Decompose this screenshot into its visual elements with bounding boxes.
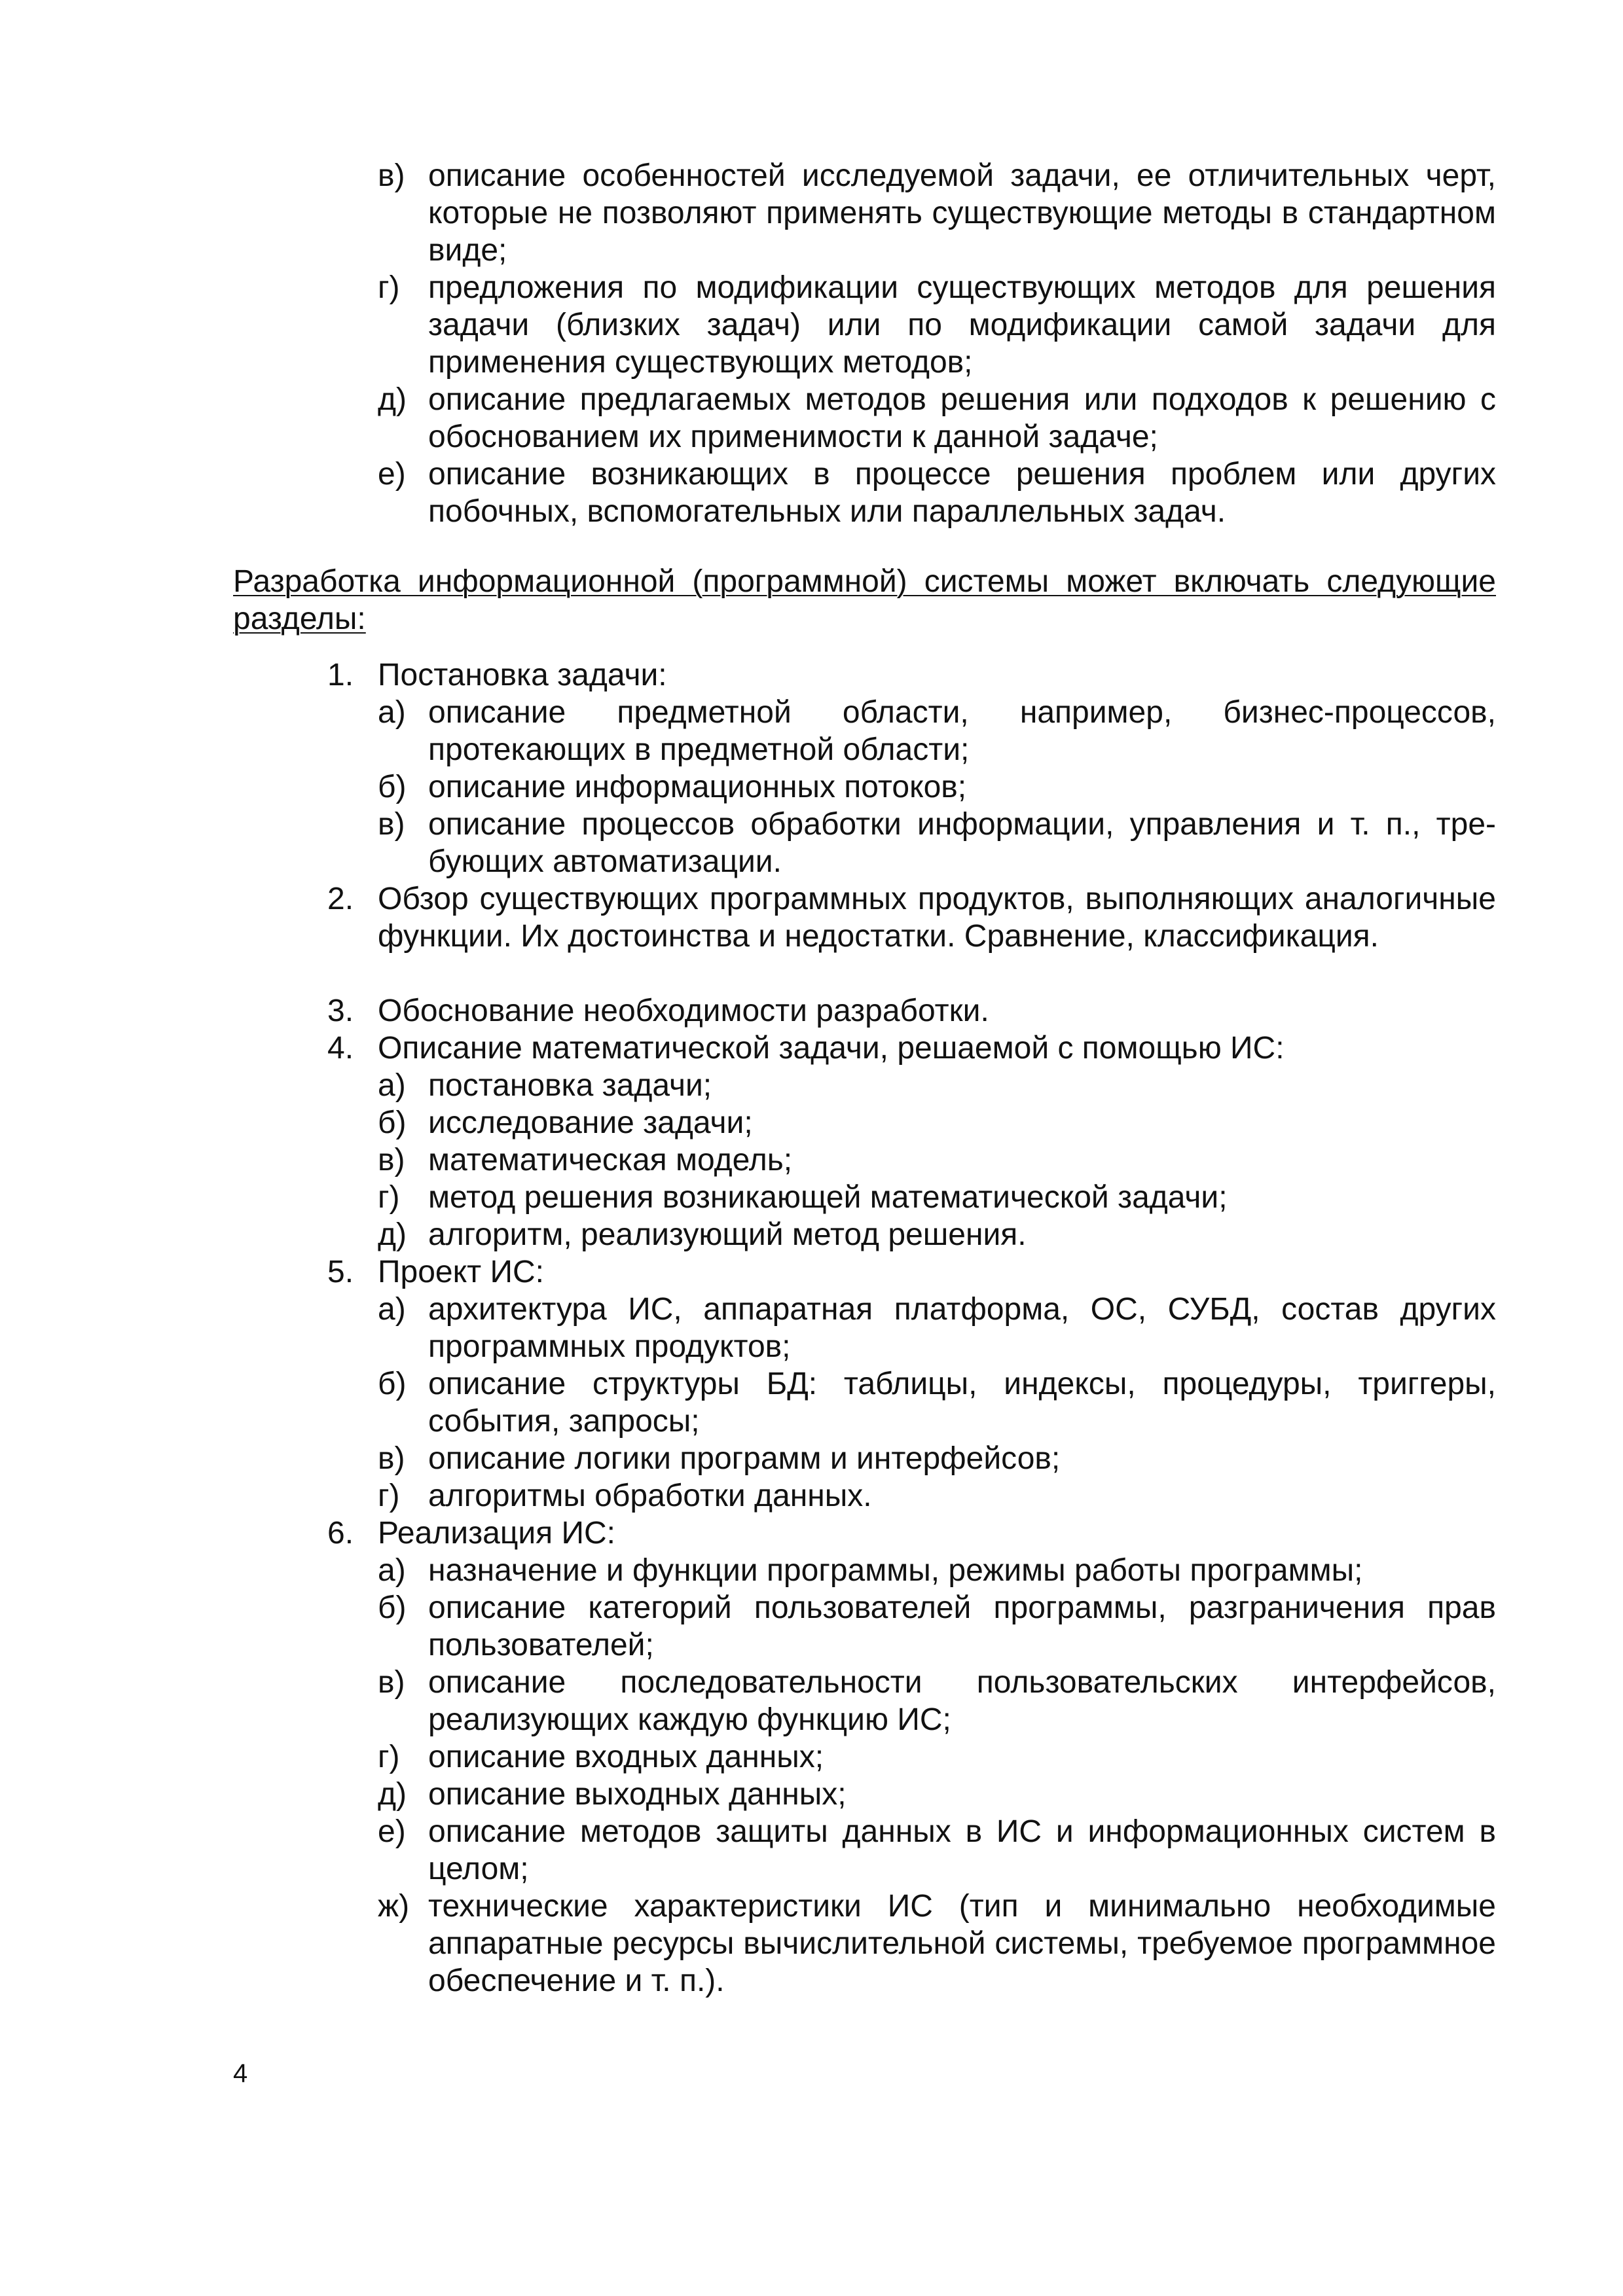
item-label: г)	[378, 1479, 400, 1513]
item-text: описание особенностей исследуемой задачи, ее отличительных черт, которые не позволяют применять существующие методы в стандартном виде;	[428, 158, 1496, 268]
item-text: назначение и функции программы, режимы работы программы;	[428, 1553, 1363, 1588]
section-item	[378, 1888, 1496, 2000]
section-heading: Разработка информационной (программной) системы может включать следующие разделы:	[233, 564, 1496, 636]
section-number: 1.	[327, 658, 354, 692]
section-title-text: Описание математической задачи, решаемой с помощью ИС:	[378, 1031, 1285, 1066]
item-text: описание процессов обработки информации, управления и т. п., тре-бующих автоматизации.	[428, 807, 1496, 879]
section-item	[378, 1365, 1496, 1440]
item-label: б)	[378, 770, 407, 804]
item-text: технические характеристики ИС (тип и минимально необходимые аппаратные ресурсы вычислительной системы, требуемое программное обеспечение и т. п.).	[428, 1889, 1496, 1998]
intro-item	[378, 381, 1496, 456]
section-item	[378, 768, 1496, 806]
section-item	[378, 1813, 1496, 1888]
section-item	[378, 1738, 1496, 1776]
item-label: в)	[378, 158, 405, 193]
section-item	[378, 1067, 1496, 1104]
item-label: в)	[378, 807, 405, 842]
section-item	[378, 806, 1496, 880]
section-title-text: Обоснование необходимости разработки.	[378, 994, 989, 1028]
item-label: д)	[378, 382, 407, 417]
section-title	[327, 1030, 1496, 1067]
item-text: описание выходных данных;	[428, 1777, 847, 1812]
item-text: исследование задачи;	[428, 1105, 753, 1140]
item-label: б)	[378, 1105, 407, 1140]
item-label: е)	[378, 1814, 406, 1849]
intro-item	[378, 269, 1496, 381]
item-label: а)	[378, 695, 406, 730]
section-item	[378, 1291, 1496, 1365]
page-number: 4	[233, 2059, 248, 2088]
item-label: в)	[378, 1441, 405, 1476]
item-text: постановка задачи;	[428, 1068, 712, 1103]
section-title	[327, 992, 1496, 1030]
item-text: архитектура ИС, аппаратная платформа, ОС, СУБД, состав других программных продуктов;	[428, 1292, 1496, 1364]
item-text: метод решения возникающей математической задачи;	[428, 1180, 1228, 1215]
section-number: 3.	[327, 994, 354, 1028]
section-title-text: Обзор существующих программных продуктов, выполняющих аналогичные функции. Их достоинства и недостатки. Сравнение, классификация.	[378, 882, 1496, 954]
item-text: описание входных данных;	[428, 1740, 824, 1774]
item-label: а)	[378, 1553, 406, 1588]
section-number: 5.	[327, 1255, 354, 1289]
section-number: 6.	[327, 1516, 354, 1551]
section-item	[378, 1104, 1496, 1141]
item-text: описание возникающих в процессе решения проблем или других побочных, вспомогательных или параллельных задач.	[428, 457, 1496, 529]
section-item	[378, 1179, 1496, 1216]
section-number: 4.	[327, 1031, 354, 1066]
section-item	[378, 1552, 1496, 1589]
item-label: г)	[378, 1180, 400, 1215]
item-label: в)	[378, 1143, 405, 1177]
section-item	[378, 1216, 1496, 1253]
item-label: а)	[378, 1068, 406, 1103]
section-title	[327, 880, 1496, 955]
item-text: алгоритм, реализующий метод решения.	[428, 1217, 1027, 1252]
section-item	[378, 694, 1496, 768]
intro-item	[378, 456, 1496, 530]
item-text: описание категорий пользователей программы, разграничения прав пользователей;	[428, 1590, 1496, 1662]
item-label: е)	[378, 457, 406, 492]
item-label: д)	[378, 1777, 407, 1812]
intro-item	[378, 157, 1496, 269]
item-text: описание методов защиты данных в ИС и информационных систем в целом;	[428, 1814, 1496, 1886]
section-title	[327, 1515, 1496, 1552]
item-text: описание структуры БД: таблицы, индексы, процедуры, триггеры, события, запросы;	[428, 1367, 1496, 1439]
section-item	[378, 1141, 1496, 1179]
section-title	[327, 1253, 1496, 1291]
item-label: б)	[378, 1367, 407, 1401]
item-label: а)	[378, 1292, 406, 1327]
section-item	[378, 1477, 1496, 1515]
section-title-text: Реализация ИС:	[378, 1516, 615, 1551]
item-text: алгоритмы обработки данных.	[428, 1479, 872, 1513]
item-text: предложения по модификации существующих методов для решения задачи (близких задач) или по модификации самой задачи для применения существующих методов;	[428, 270, 1496, 380]
item-label: д)	[378, 1217, 407, 1252]
item-text: описание информационных потоков;	[428, 770, 967, 804]
section-item	[378, 1440, 1496, 1477]
item-label: б)	[378, 1590, 407, 1625]
section-item	[378, 1589, 1496, 1664]
section-title-text: Постановка задачи:	[378, 658, 667, 692]
item-text: описание предметной области, например, бизнес-процессов, протекающих в предметной области;	[428, 695, 1496, 767]
item-label: в)	[378, 1665, 405, 1700]
section-item	[378, 1776, 1496, 1813]
item-label: ж)	[378, 1889, 410, 1924]
item-text: описание последовательности пользовательских интерфейсов, реализующих каждую функцию ИС;	[428, 1665, 1496, 1737]
item-text: описание логики программ и интерфейсов;	[428, 1441, 1061, 1476]
item-label: г)	[378, 270, 400, 305]
section-title	[327, 656, 1496, 694]
item-text: математическая модель;	[428, 1143, 793, 1177]
item-label: г)	[378, 1740, 400, 1774]
section-item	[378, 1664, 1496, 1738]
section-title-text: Проект ИС:	[378, 1255, 544, 1289]
section-number: 2.	[327, 882, 354, 916]
item-text: описание предлагаемых методов решения или подходов к решению с обоснованием их применимости к данной задаче;	[428, 382, 1496, 454]
